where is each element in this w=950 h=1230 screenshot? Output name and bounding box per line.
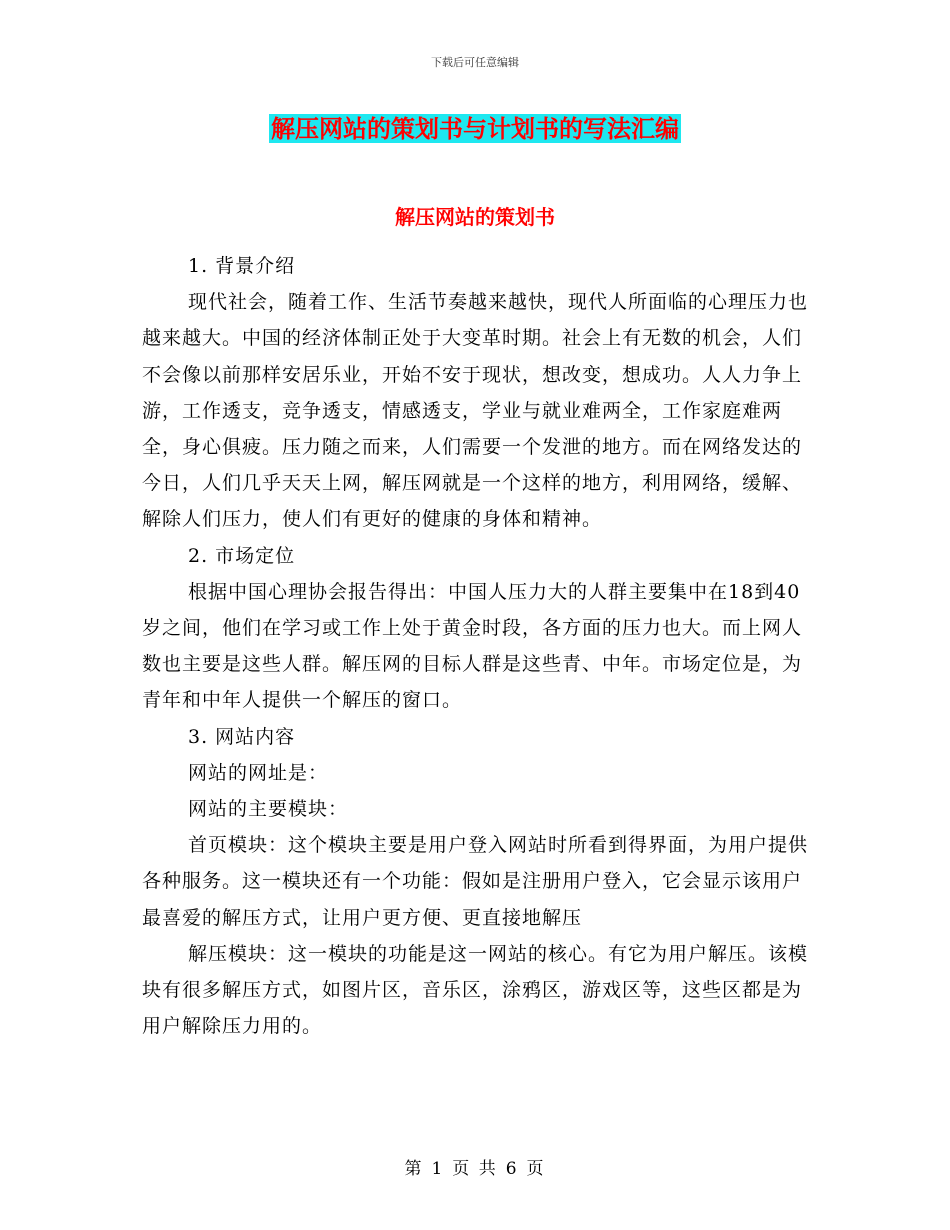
heading-background: 1. 背景介绍	[188, 255, 296, 277]
paragraph-market-positioning: 根据中国心理协会报告得出：中国人压力大的人群主要集中在18到40岁之间，他们在学习或工作上处于黄金时段，各方面的压力也大。而上网人数也主要是这些人群。解压网的目标人群是这些青、中年。市场定位是，为青年和中年人提供一个解压的窗口。	[142, 580, 803, 712]
header-note: 下载后可任意编辑	[431, 56, 519, 69]
document-title	[0, 112, 950, 146]
paragraph-website-url: 网站的网址是：	[188, 761, 329, 784]
heading-website-content: 3. 网站内容	[188, 725, 296, 748]
paragraph-background: 现代社会，随着工作、生活节奏越来越快，现代人所面临的心理压力也越来越大。中国的经济体制正处于大变革时期。社会上有无数的机会，人们不会像以前那样安居乐业，开始不安于现状，想改变，想成功。人人力争上游，工作透支，竞争透支，情感透支，学业与就业难两全，工作家庭难两全，身心俱疲。压力随之而来，人们需要一个发泄的地方。而在网络发达的今日，人们几乎天天上网，解压网就是一个这样的地方，利用网络，缓解、解除人们压力，使人们有更好的健康的身体和精神。	[142, 291, 809, 531]
footer-page-number: 1	[431, 1159, 445, 1179]
footer-middle: 页 共	[452, 1159, 498, 1179]
paragraph-homepage-module: 首页模块：这个模块主要是用户登入网站时所看到得界面，为用户提供各种服务。这一模块还有一个功能：假如是注册用户登入，它会显示该用户最喜爱的解压方式，让用户更方便、更直接地解压	[142, 834, 809, 929]
document-title-text: 解压网站的策划书与计划书的写法汇编	[271, 114, 679, 143]
document-body	[142, 248, 814, 1044]
heading-market-positioning: 2. 市场定位	[188, 544, 296, 567]
footer-suffix: 页	[526, 1159, 546, 1179]
page-footer	[0, 1154, 950, 1179]
section-title: 解压网站的策划书	[395, 205, 555, 229]
footer-prefix: 第	[404, 1159, 424, 1179]
paragraph-main-modules: 网站的主要模块：	[188, 798, 349, 821]
paragraph-relief-module: 解压模块：这一模块的功能是这一网站的核心。有它为用户解压。该模块有很多解压方式，如图片区，音乐区，涂鸦区，游戏区等，这些区都是为用户解除压力用的。	[142, 942, 809, 1038]
footer-total-pages: 6	[505, 1159, 519, 1179]
